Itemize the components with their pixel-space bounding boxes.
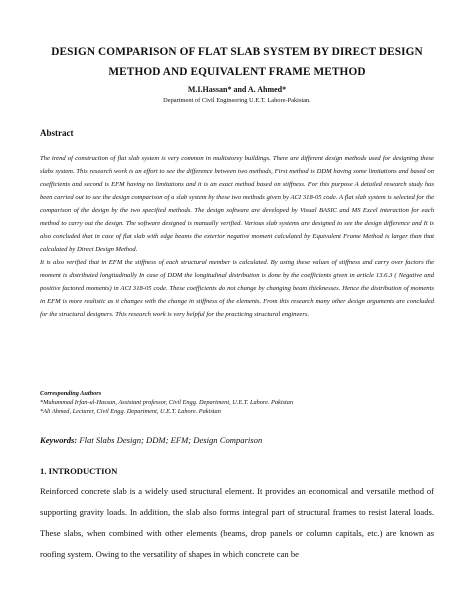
- author-affiliation: Department of Civil Engineering U.E.T. Lahore-Pakistan.: [163, 97, 311, 104]
- keywords-line: [40, 435, 434, 445]
- introduction-heading: 1. INTRODUCTION: [40, 466, 118, 476]
- corresponding-author-2: *Ali Ahmed, Lecturer, Civil Engg. Department, U.E.T. Lahore. Pakistan: [40, 408, 221, 415]
- abstract-paragraph-2: It is also verified that in EFM the stiffness of each structural member is calculated. By using these values of stiffness and carry over factors the moment is distributed longitudinally In case of DDM the longitudinal distribution is done by the coefficients given in article 13.6.3 ( Negative and positive factored moments) in ACI 318-05 code. These coefficients do not change by changing beam thicknesses. Hence the distribution of moments in EFM is more realistic as it changes with the change in stiffness of the elements. From this research many other design arguments are concluded for the structural designers. This research work is very helpful for the practicing structural engineers.: [40, 259, 434, 318]
- introduction-body: [40, 481, 434, 565]
- paper-title: DESIGN COMPARISON OF FLAT SLAB SYSTEM BY DIRECT DESIGN METHOD AND EQUIVALENT FRAME METHOD: [51, 46, 423, 78]
- paper-authors: M.I.Hassan* and A. Ahmed*: [187, 85, 287, 94]
- keywords-label: Keywords:: [40, 435, 78, 445]
- abstract-body: [40, 152, 434, 321]
- introduction-paragraph: Reinforced concrete slab is a widely used structural element. It provides an economical and versatile method of supporting gravity loads. In addition, the slab also forms integral part of structural frames to resist lateral loads. These slabs, when combined with other elements (beams, drop panels or column capitals, etc.) are known as roofing system. Owing to the versatility of shapes in which concrete can be: [40, 486, 434, 559]
- corresponding-author-1: *Muhammad Irfan-ul-Hassan, Assistant professor, Civil Engg. Department, U.E.T. Lahore. Pakistan: [40, 399, 294, 406]
- corresponding-authors: [40, 389, 434, 416]
- abstract-heading: Abstract: [40, 128, 74, 138]
- corresponding-heading: Corresponding Authors: [40, 390, 102, 397]
- keywords-text: Flat Slabs Design; DDM; EFM; Design Comparison: [77, 435, 263, 445]
- abstract-paragraph-1: The trend of construction of flat slab system is very common in multistorey buildings. There are different design methods used for designing these slabs system. This research work is an effort to see the difference between two methods, First method is DDM having some limitations and based on coefficients and second is EFM having no limitations and it is an exact method based on stiffness. For this purpose A detailed research study has been carried out to see the design comparison of a slab system by these two methods given by ACI 318-05 code. A flat slab system is selected for the comparison of the design by the two specified methods. The design software are developed by Visual BASIC and MS Excel interaction for each method to carry out the design. The software designed is manually verified. Various slab systems are designed to see the design difference and It is also concluded that in case of flat slab with edge beams the exterior negative moment calculated by Equivalent Frame Method is larger than that calculated by Direct Design Method.: [40, 155, 434, 253]
